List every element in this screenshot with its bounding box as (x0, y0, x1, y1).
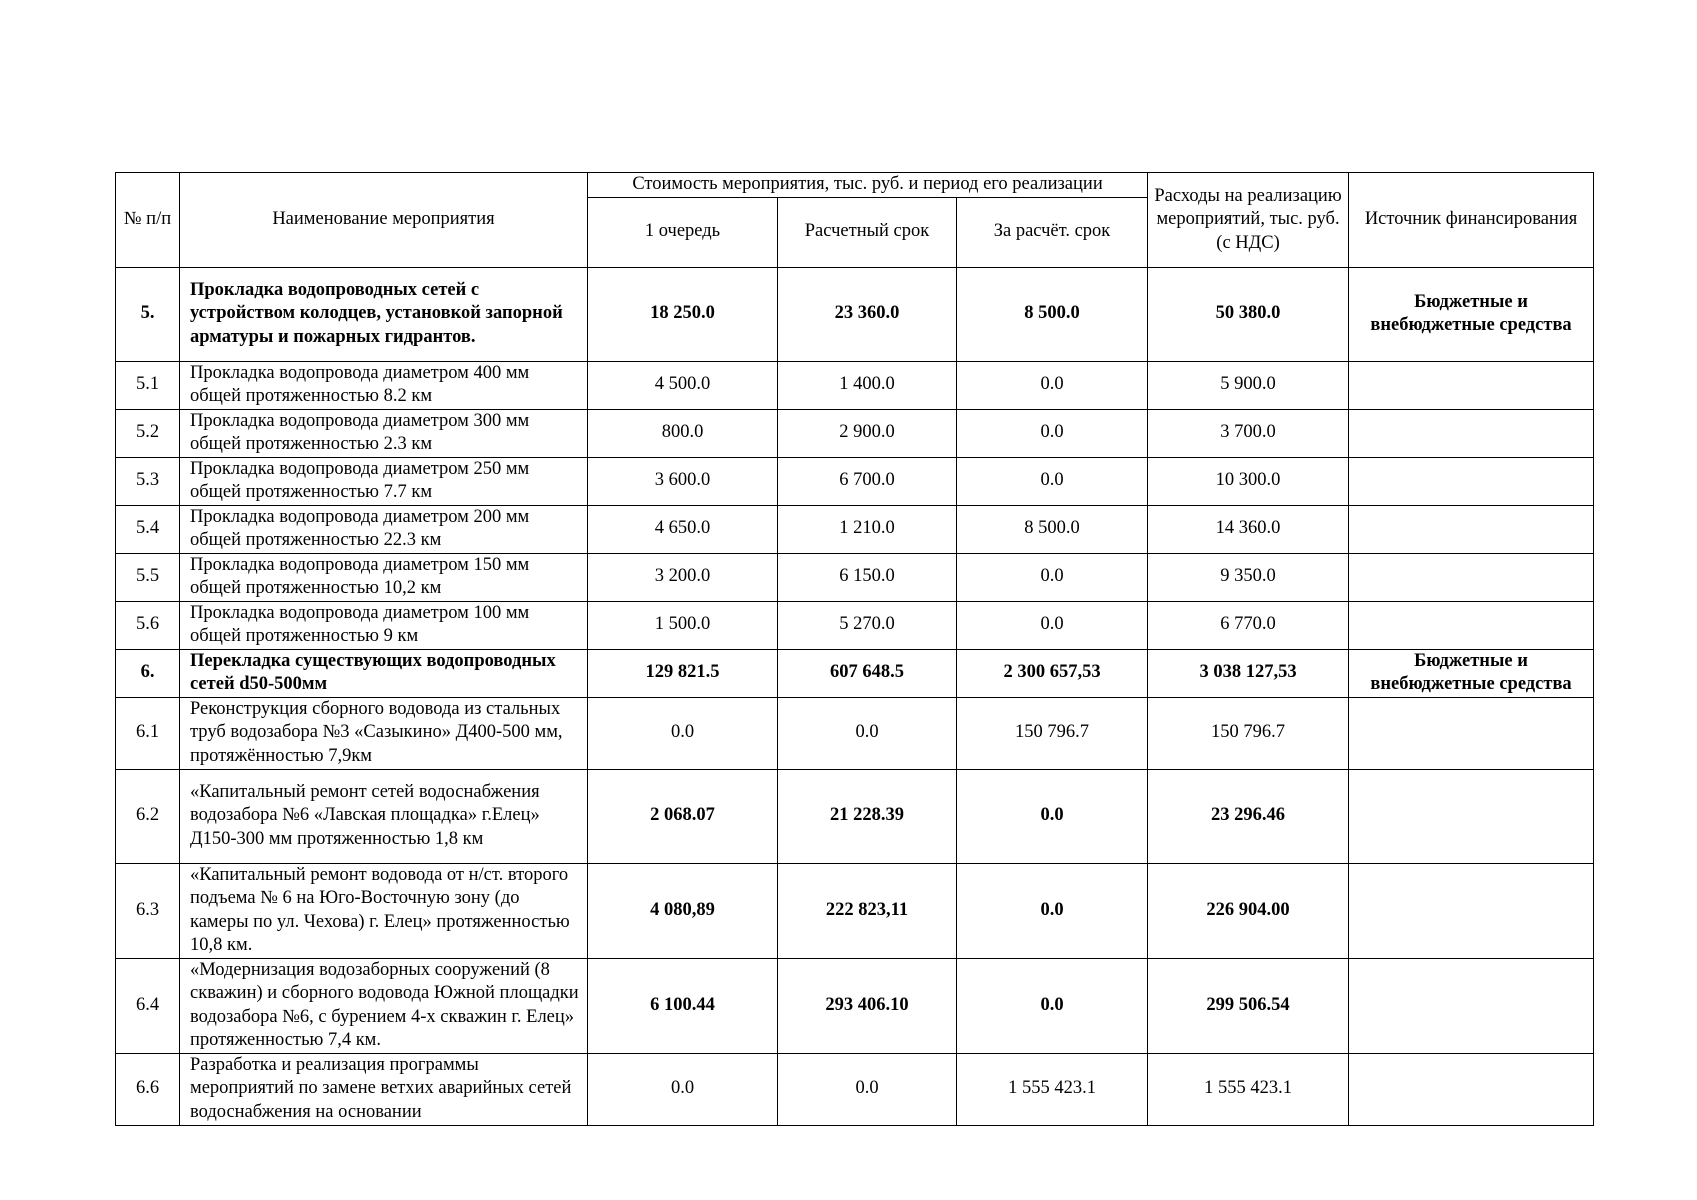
row-stage1: 129 821.5 (588, 649, 778, 697)
table-row (116, 649, 1594, 697)
row-stage1: 0.0 (588, 697, 778, 769)
header-name: Наименование мероприятия (180, 173, 588, 268)
row-number: 5.5 (116, 553, 180, 601)
row-beyond-period: 0.0 (957, 409, 1148, 457)
row-total: 14 360.0 (1148, 505, 1349, 553)
row-beyond-period: 0.0 (957, 553, 1148, 601)
row-number: 6.6 (116, 1053, 180, 1125)
row-stage1: 0.0 (588, 1053, 778, 1125)
row-source (1349, 361, 1594, 409)
row-beyond-period: 0.0 (957, 601, 1148, 649)
row-beyond-period: 150 796.7 (957, 697, 1148, 769)
row-total: 50 380.0 (1148, 267, 1349, 361)
row-beyond-period: 0.0 (957, 769, 1148, 863)
row-source (1349, 505, 1594, 553)
row-calc-period: 6 700.0 (778, 457, 957, 505)
row-total: 6 770.0 (1148, 601, 1349, 649)
table-row (116, 697, 1594, 769)
row-source (1349, 697, 1594, 769)
row-total: 1 555 423.1 (1148, 1053, 1349, 1125)
table-row (116, 361, 1594, 409)
header-calc-period: Расчетный срок (778, 197, 957, 267)
table-row (116, 505, 1594, 553)
row-calc-period: 222 823,11 (778, 863, 957, 958)
row-calc-period: 6 150.0 (778, 553, 957, 601)
row-total: 3 038 127,53 (1148, 649, 1349, 697)
row-beyond-period: 0.0 (957, 863, 1148, 958)
row-beyond-period: 0.0 (957, 958, 1148, 1053)
header-beyond-period: За расчёт. срок (957, 197, 1148, 267)
row-calc-period: 1 210.0 (778, 505, 957, 553)
row-calc-period: 293 406.10 (778, 958, 957, 1053)
row-name: Прокладка водопровода диаметром 400 мм общей протяженностью 8.2 км (180, 361, 588, 409)
table-body (116, 267, 1594, 1125)
row-beyond-period: 1 555 423.1 (957, 1053, 1148, 1125)
header-source: Источник финансирования (1349, 173, 1594, 268)
row-calc-period: 0.0 (778, 697, 957, 769)
table-row (116, 958, 1594, 1053)
row-name: Прокладка водопровода диаметром 250 мм общей протяженностью 7.7 км (180, 457, 588, 505)
row-number: 6.3 (116, 863, 180, 958)
header-number: № п/п (116, 173, 180, 268)
row-stage1: 4 080,89 (588, 863, 778, 958)
row-source (1349, 601, 1594, 649)
row-calc-period: 5 270.0 (778, 601, 957, 649)
row-name: «Капитальный ремонт сетей водоснабжения водозабора №6 «Лавская площадка» г.Елец» Д150-300 мм протяженностью 1,8 км (180, 769, 588, 863)
row-source (1349, 457, 1594, 505)
table-row (116, 409, 1594, 457)
row-source (1349, 863, 1594, 958)
row-beyond-period: 8 500.0 (957, 267, 1148, 361)
row-stage1: 3 600.0 (588, 457, 778, 505)
row-number: 6. (116, 649, 180, 697)
row-beyond-period: 2 300 657,53 (957, 649, 1148, 697)
table-row (116, 769, 1594, 863)
table-row (116, 457, 1594, 505)
header-cost-group: Стоимость мероприятия, тыс. руб. и период его реализации (588, 173, 1148, 198)
row-source (1349, 769, 1594, 863)
row-calc-period: 1 400.0 (778, 361, 957, 409)
header-stage1: 1 очередь (588, 197, 778, 267)
row-number: 6.4 (116, 958, 180, 1053)
header-total: Расходы на реализацию мероприятий, тыс. руб. (с НДС) (1148, 173, 1349, 268)
row-calc-period: 607 648.5 (778, 649, 957, 697)
row-name: «Капитальный ремонт водовода от н/ст. второго подъема № 6 на Юго-Восточную зону (до камеры по ул. Чехова) г. Елец» протяженностью 10,8 км. (180, 863, 588, 958)
row-name: Реконструкция сборного водовода из стальных труб водозабора №3 «Сазыкино» Д400-500 мм, протяжённостью 7,9км (180, 697, 588, 769)
row-name: Перекладка существующих водопроводных сетей d50-500мм (180, 649, 588, 697)
row-source: Бюджетные и внебюджетные средства (1349, 649, 1594, 697)
row-number: 5. (116, 267, 180, 361)
table-header (116, 173, 1594, 268)
row-stage1: 18 250.0 (588, 267, 778, 361)
row-stage1: 3 200.0 (588, 553, 778, 601)
row-number: 6.1 (116, 697, 180, 769)
row-name: «Модернизация водозаборных сооружений (8 скважин) и сборного водовода Южной площадки водозабора №6, с бурением 4-х скважин г. Елец» протяженностью 7,4 км. (180, 958, 588, 1053)
row-total: 226 904.00 (1148, 863, 1349, 958)
table-row (116, 267, 1594, 361)
row-number: 5.2 (116, 409, 180, 457)
row-number: 5.4 (116, 505, 180, 553)
row-total: 23 296.46 (1148, 769, 1349, 863)
row-name: Прокладка водопровода диаметром 100 мм общей протяженностью 9 км (180, 601, 588, 649)
row-number: 6.2 (116, 769, 180, 863)
measures-table (115, 172, 1594, 1126)
row-number: 5.3 (116, 457, 180, 505)
row-total: 299 506.54 (1148, 958, 1349, 1053)
row-number: 5.1 (116, 361, 180, 409)
row-beyond-period: 0.0 (957, 457, 1148, 505)
row-stage1: 6 100.44 (588, 958, 778, 1053)
table-row (116, 601, 1594, 649)
row-source: Бюджетные и внебюджетные средства (1349, 267, 1594, 361)
measures-table-container (115, 172, 1594, 1126)
row-source (1349, 409, 1594, 457)
row-stage1: 4 500.0 (588, 361, 778, 409)
row-beyond-period: 0.0 (957, 361, 1148, 409)
row-name: Прокладка водопроводных сетей с устройством колодцев, установкой запорной арматуры и пожарных гидрантов. (180, 267, 588, 361)
row-stage1: 800.0 (588, 409, 778, 457)
table-row (116, 553, 1594, 601)
table-row (116, 863, 1594, 958)
row-source (1349, 958, 1594, 1053)
row-total: 10 300.0 (1148, 457, 1349, 505)
row-calc-period: 23 360.0 (778, 267, 957, 361)
row-calc-period: 2 900.0 (778, 409, 957, 457)
row-total: 5 900.0 (1148, 361, 1349, 409)
row-calc-period: 21 228.39 (778, 769, 957, 863)
row-total: 3 700.0 (1148, 409, 1349, 457)
row-stage1: 2 068.07 (588, 769, 778, 863)
row-total: 150 796.7 (1148, 697, 1349, 769)
row-name: Разработка и реализация программы мероприятий по замене ветхих аварийных сетей водоснабжения на основании (180, 1053, 588, 1125)
row-name: Прокладка водопровода диаметром 200 мм общей протяженностью 22.3 км (180, 505, 588, 553)
row-stage1: 1 500.0 (588, 601, 778, 649)
row-source (1349, 553, 1594, 601)
row-total: 9 350.0 (1148, 553, 1349, 601)
table-row (116, 1053, 1594, 1125)
row-source (1349, 1053, 1594, 1125)
row-name: Прокладка водопровода диаметром 300 мм общей протяженностью 2.3 км (180, 409, 588, 457)
row-name: Прокладка водопровода диаметром 150 мм общей протяженностью 10,2 км (180, 553, 588, 601)
row-beyond-period: 8 500.0 (957, 505, 1148, 553)
row-calc-period: 0.0 (778, 1053, 957, 1125)
row-number: 5.6 (116, 601, 180, 649)
row-stage1: 4 650.0 (588, 505, 778, 553)
